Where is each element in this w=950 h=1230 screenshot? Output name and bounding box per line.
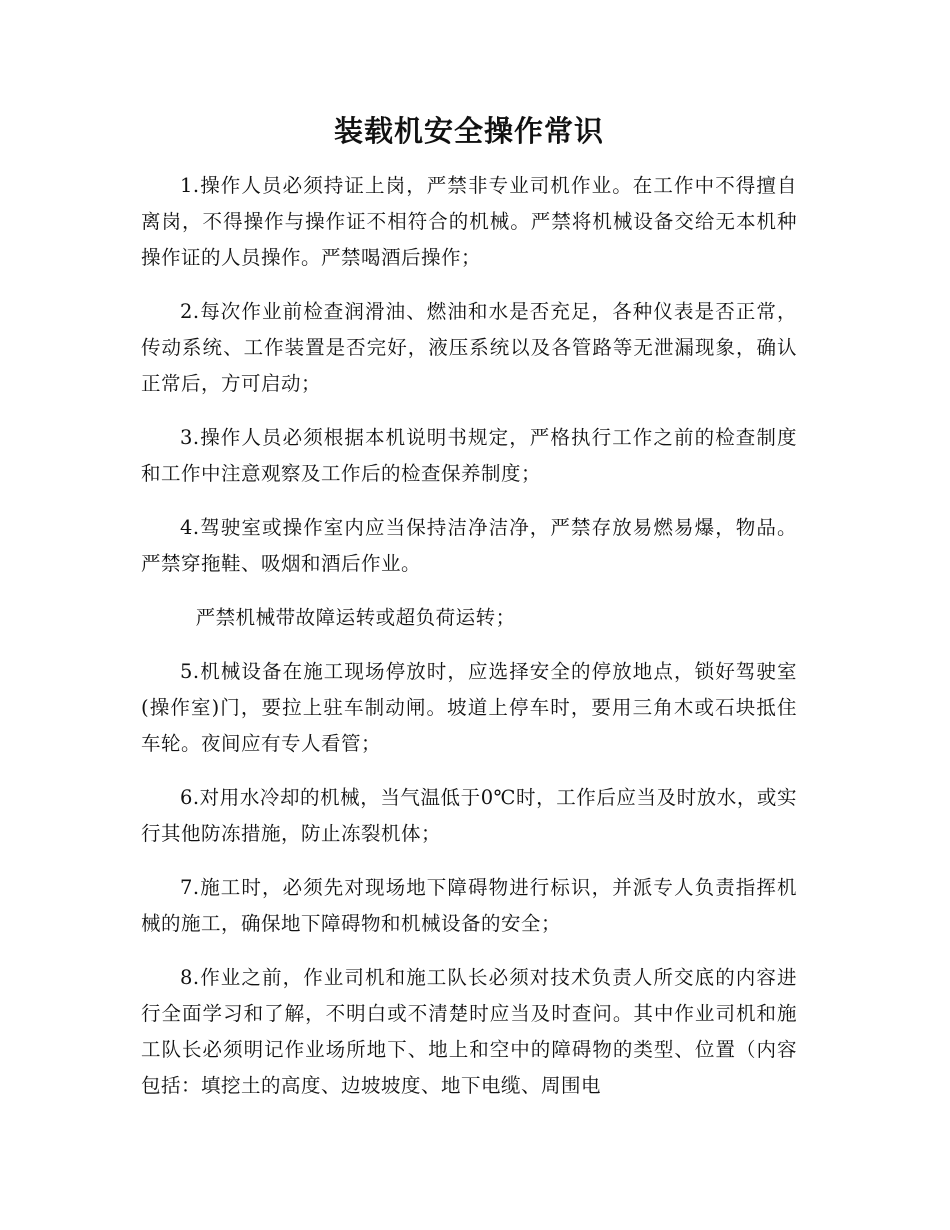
paragraph-3: 3.操作人员必须根据本机说明书规定，严格执行工作之前的检查制度和工作中注意观察及工作后的检查保养制度； [141,426,797,485]
paragraph-4-continuation: 严禁机械带故障运转或超负荷运转； [195,606,516,629]
paragraph-4: 4.驾驶室或操作室内应当保持洁净洁净，严禁存放易燃易爆，物品。严禁穿拖鞋、吸烟和酒后作业。 [141,516,797,575]
paragraph-5: 5.机械设备在施工现场停放时，应选择安全的停放地点，锁好驾驶室(操作室)门，要拉上驻车制动闸。坡道上停车时，要用三角木或石块抵住车轮。夜间应有专人看管； [141,660,797,755]
paragraph-2: 2.每次作业前检查润滑油、燃油和水是否充足，各种仪表是否正常，传动系统、工作装置是否完好，液压系统以及各管路等无泄漏现象，确认正常后，方可启动； [141,300,797,395]
document-title: 装载机安全操作常识 [333,114,604,148]
paragraph-6: 6.对用水冷却的机械，当气温低于0℃时，工作后应当及时放水，或实行其他防冻措施，防止冻裂机体； [141,786,797,845]
paragraph-8: 8.作业之前，作业司机和施工队长必须对技术负责人所交底的内容进行全面学习和了解，不明白或不清楚时应当及时查问。其中作业司机和施工队长必须明记作业场所地下、地上和空中的障碍物的类型、位置（内容包括：填挖土的高度、边坡坡度、地下电缆、周围电 [141,966,797,1097]
paragraph-7: 7.施工时，必须先对现场地下障碍物进行标识，并派专人负责指挥机械的施工，确保地下障碍物和机械设备的安全； [141,876,797,935]
document-body [141,108,797,1122]
paragraph-1: 1.操作人员必须持证上岗，严禁非专业司机作业。在工作中不得擅自离岗，不得操作与操作证不相符合的机械。严禁将机械设备交给无本机种操作证的人员操作。严禁喝酒后操作； [141,174,797,269]
